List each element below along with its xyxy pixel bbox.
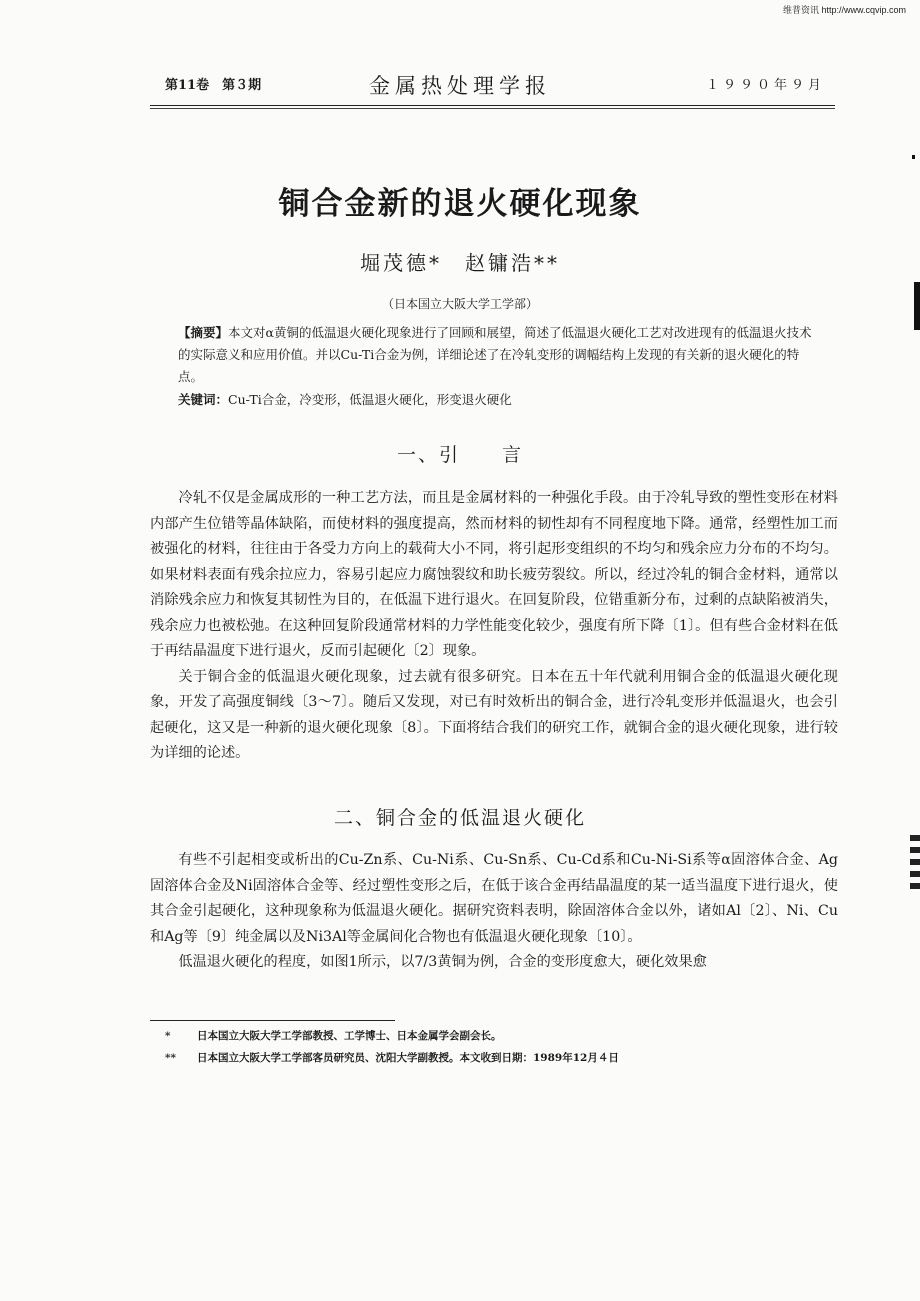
paragraph: 有些不引起相变或析出的Cu-Zn系、Cu-Ni系、Cu-Sn系、Cu-Cd系和Cu-Ni-Si系等α固溶体合金、Ag固溶体合金及Ni固溶体合金等、经过塑性变形之后，在低于该合金再结晶温度的某一适当温度下进行退火，使其合金引起硬化，这种现象称为低温退火硬化。据研究资料表明，除固溶体合金以外，诸如Al〔2〕、Ni、Cu和Ag等〔9〕纯金属以及Ni3Al等金属间化合物也有低温退火硬化现象〔10〕。 bbox=[150, 852, 838, 945]
watermark: 维普资讯 http://www.cqvip.com bbox=[782, 5, 906, 15]
section2-body bbox=[150, 848, 838, 976]
keywords-line bbox=[178, 389, 818, 411]
article-title: 铜合金新的退火硬化现象 bbox=[278, 186, 642, 222]
footnote-text: 日本国立大阪大学工学部教授、工学博士、日本金属学会副会长。 bbox=[197, 1030, 502, 1042]
scan-edge-mark bbox=[914, 282, 920, 330]
scan-edge-mark bbox=[912, 155, 915, 159]
footnote-2 bbox=[165, 1050, 619, 1065]
journal-date: １９９０年９月 bbox=[705, 78, 825, 93]
header-rule bbox=[150, 105, 835, 106]
section1-body bbox=[150, 486, 838, 767]
footnote-mark: * bbox=[165, 1030, 171, 1042]
footnote-1 bbox=[165, 1028, 502, 1043]
header-rule-thin bbox=[150, 108, 835, 109]
footnote-text: 日本国立大阪大学工学部客员研究员、沈阳大学副教授。本文收到日期：1989年12月４日 bbox=[197, 1052, 619, 1064]
paragraph: 冷轧不仅是金属成形的一种工艺方法，而且是金属材料的一种强化手段。由于冷轧导致的塑性变形在材料内部产生位错等晶体缺陷，而使材料的强度提高，然而材料的韧性却有不同程度地下降。通常，经塑性加工而被强化的材料，往往由于各受力方向上的载荷大小不同，将引起形变组织的不均匀和残余应力分布的不均匀。如果材料表面有残余拉应力，容易引起应力腐蚀裂纹和助长疲劳裂纹。所以，经过冷轧的铜合金材料，通常以消除残余应力和恢复其韧性为目的，在低温下进行退火。在回复阶段，位错重新分布，过剩的点缺陷被消失，残余应力也被松弛。在这种回复阶段通常材料的力学性能变化较少，强度有所下降〔1〕。但有些合金材料在低于再结晶温度下进行退火，反而引起硬化〔2〕现象。 bbox=[150, 490, 838, 659]
abstract-label: 【摘要】 bbox=[178, 325, 229, 340]
paragraph: 关于铜合金的低温退火硬化现象，过去就有很多研究。日本在五十年代就利用铜合金的低温退火硬化现象，开发了高强度铜线〔3～7〕。随后又发现，对已有时效析出的铜合金，进行冷轧变形并低温退火，也会引起硬化，这又是一种新的退火硬化现象〔8〕。下面将结合我们的研究工作，就铜合金的退火硬化现象，进行较为详细的论述。 bbox=[150, 668, 838, 761]
keywords-label: 关键词： bbox=[178, 392, 229, 407]
keywords-text: Cu-Ti合金，冷变形，低温退火硬化，形变退火硬化 bbox=[228, 392, 512, 407]
footnote-rule bbox=[150, 1020, 395, 1021]
footnote-mark: ** bbox=[165, 1052, 176, 1064]
journal-name: 金属热处理学报 bbox=[369, 74, 551, 98]
journal-volume: 第11卷 第３期 bbox=[165, 78, 262, 93]
section-heading-low-temp-annealing: 二、铜合金的低温退火硬化 bbox=[333, 807, 586, 829]
article-authors: 堀茂德* 赵镛浩** bbox=[360, 251, 560, 275]
abstract-block bbox=[178, 322, 818, 411]
paragraph: 低温退火硬化的程度，如图1所示，以7/3黄铜为例，合金的变形度愈大，硬化效果愈 bbox=[178, 954, 707, 970]
section-heading-introduction: 一、引 言 bbox=[396, 444, 523, 466]
abstract-paragraph bbox=[178, 322, 818, 388]
article-affiliation: （日本国立大阪大学工学部） bbox=[381, 297, 538, 311]
scan-edge-mark bbox=[910, 835, 920, 895]
abstract-text: 本文对α黄铜的低温退火硬化现象进行了回顾和展望，简述了低温退火硬化工艺对改进现有的低温退火技术的实际意义和应用价值。并以Cu-Ti合金为例，详细论述了在冷轧变形的调幅结构上发现的有关新的退火硬化的特点。 bbox=[178, 325, 812, 384]
